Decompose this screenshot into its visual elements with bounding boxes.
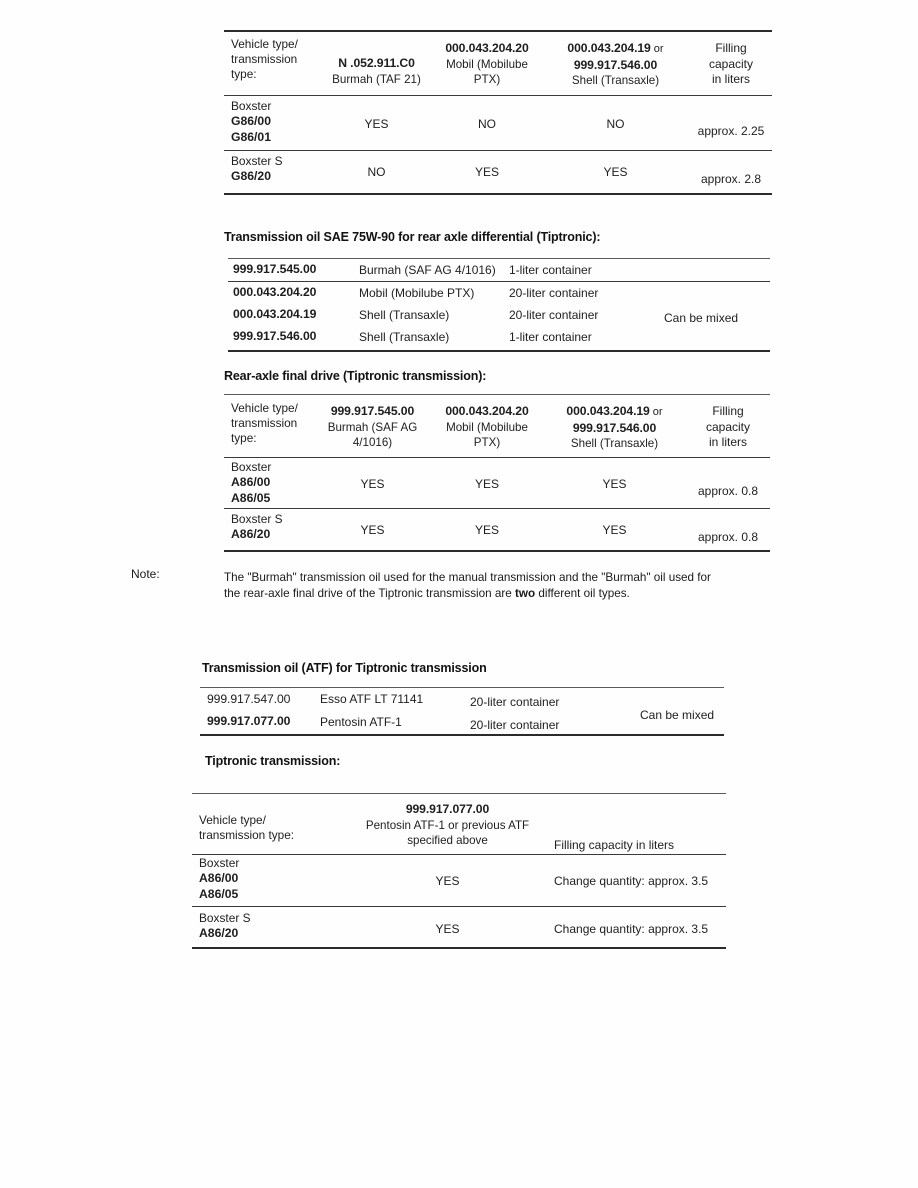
filling-capacity-value: approx. 2.8 [700,172,762,186]
can-be-mixed-note: Can be mixed [664,311,739,325]
brand-name: Pentosin ATF-1 [320,715,402,729]
or-separator: or [650,43,664,55]
header-line: type: [231,67,257,82]
table-rule-row [192,906,726,907]
table-rule-bottom [228,350,770,352]
header-line: transmission type: [199,828,295,843]
section-heading-tiptronic: Tiptronic transmission: [205,754,341,768]
part-number: 999.917.545.00 [330,404,415,418]
brand-name: Burmah (SAF AG [327,420,418,434]
header-line: Vehicle type/ [231,401,298,415]
brand-name-cont: PTX) [473,436,501,449]
table-rule-bottom [200,734,724,736]
part-number-row [547,404,682,421]
table-rule-bottom [224,550,770,552]
model-code: A86/20 [199,926,239,941]
part-number: 999.917.547.00 [207,692,291,706]
cell-value: YES [360,477,385,491]
part-number: 999.917.077.00 [405,802,490,816]
note-text [224,570,729,601]
header-line: in liters [711,72,750,86]
filling-capacity-value: Change quantity: approx. 3.5 [554,874,709,888]
model-code: G86/00 [231,114,271,129]
cell-value: YES [474,523,499,537]
can-be-mixed-note: Can be mixed [640,708,715,722]
model-name: Boxster S [199,911,251,925]
model-name: Boxster [231,460,272,474]
note-emphasis: two [515,586,536,600]
cell-value: YES [435,922,460,936]
table-rule-top [228,258,770,259]
model-code: G86/20 [231,169,271,184]
header-line: capacity [708,56,754,71]
brand-name: Burmah (TAF 21) [332,72,421,86]
note-line-2-post: different oil types. [535,586,630,600]
cell-value: YES [360,523,385,537]
container-size: 20-liter container [509,308,599,322]
table-rule-top [192,793,726,794]
table-header-pentosin [330,802,565,849]
table-rule-row [224,508,770,509]
header-line: capacity [705,419,751,434]
note-line-1: The "Burmah" transmission oil used for the manual transmission and the "Burmah" oil used for the [224,571,711,600]
vehicle-model-cell [199,911,329,942]
model-code: A86/20 [231,527,271,542]
header-line: Vehicle type/ [231,37,298,51]
table-rule-header [224,457,770,458]
table-rule-bottom [224,193,772,195]
cell-value: NO [367,165,386,179]
section-heading-rear-axle-oil: Transmission oil SAE 75W-90 for rear axle differential (Tiptronic): [224,230,601,244]
brand-name: Shell (Transaxle) [359,330,450,344]
filling-capacity-value: approx. 2.25 [697,124,765,138]
brand-name: Shell (Transaxle) [359,308,450,322]
table-rule-top [224,394,770,395]
container-size: 20-liter container [509,286,599,300]
brand-name: Burmah (SAF AG 4/1016) [359,263,496,277]
section-heading-final-drive: Rear-axle final drive (Tiptronic transmission): [224,369,487,383]
header-line: Vehicle type/ [199,813,266,827]
model-code: A86/00 [231,475,271,490]
part-number: 999.917.545.00 [233,262,317,276]
table-header-filling-capacity: Filling capacity in liters [554,838,675,852]
container-size: 20-liter container [470,718,560,732]
part-number-alt: 999.917.546.00 [572,420,657,435]
table-rule-header [224,95,772,96]
table-rule-top [200,687,724,688]
filling-capacity-value: Change quantity: approx. 3.5 [554,922,709,936]
model-code: A86/05 [199,886,239,901]
vehicle-model-cell [199,856,329,902]
filling-capacity-value: approx. 0.8 [697,484,759,498]
part-number: 999.917.077.00 [207,714,291,728]
cell-value: YES [603,165,628,179]
cell-value: NO [606,117,625,131]
table-header-burmah [315,404,430,451]
brand-name-cont: 4/1016) [352,436,393,449]
header-line: Filling [715,41,747,55]
table-rule-bottom [192,947,726,949]
or-separator: or [649,406,663,418]
part-number: 000.043.204.19 [567,41,651,55]
model-name: Boxster [231,99,272,113]
part-number: 000.043.204.20 [445,404,529,418]
header-line: transmission [231,416,298,431]
brand-name-cont: specified above [407,834,488,847]
part-number: 000.043.204.20 [445,41,529,55]
table-header-mobil [432,41,542,88]
model-code: G86/01 [231,129,271,144]
container-size: 1-liter container [509,330,592,344]
table-header-burmah [319,56,434,87]
table-rule-row [228,281,770,282]
brand-name: Mobil (Mobilube [446,57,528,71]
part-number: 999.917.546.00 [233,329,317,343]
cell-value: YES [474,165,499,179]
table-header-filling-capacity [688,41,774,88]
header-line: in liters [708,435,747,449]
cell-value: YES [602,523,627,537]
model-code: A86/05 [231,490,271,505]
header-line: Filling [712,404,744,418]
brand-name: Shell (Transaxle) [570,437,659,450]
container-size: 20-liter container [470,695,560,709]
brand-name: Pentosin ATF-1 or previous ATF [365,818,530,832]
table-rule-top [224,30,772,32]
container-size: 1-liter container [509,263,592,277]
table-rule-row [224,150,772,151]
brand-name: Shell (Transaxle) [571,74,660,87]
part-number: N .052.911.C0 [338,56,415,70]
part-number: 000.043.204.19 [233,307,317,321]
section-heading-atf-oil: Transmission oil (ATF) for Tiptronic transmission [202,661,487,675]
part-number: 000.043.204.19 [566,404,650,418]
part-number-alt: 999.917.546.00 [573,57,658,72]
header-line: type: [231,431,257,446]
model-name: Boxster S [231,154,283,168]
brand-name: Mobil (Mobilube PTX) [359,286,475,300]
model-name: Boxster [199,856,240,870]
table-header-mobil [431,404,543,451]
brand-name: Esso ATF LT 71141 [320,692,424,706]
cell-value: YES [474,477,499,491]
cell-value: NO [478,117,496,131]
part-number-row [548,41,683,58]
table-header-vehicle-type [199,813,349,843]
note-label: Note: [131,567,160,581]
cell-value: YES [602,477,627,491]
table-header-shell [547,404,682,452]
cell-value: YES [435,874,460,888]
note-line-2-pre: rear-axle final drive of the Tiptronic transmission are [243,586,516,600]
cell-value: YES [364,117,389,131]
brand-name-cont: PTX) [473,73,501,86]
model-name: Boxster S [231,512,283,526]
header-line: transmission [231,52,298,67]
table-header-filling-capacity [685,404,771,451]
part-number: 000.043.204.20 [233,285,317,299]
filling-capacity-value: approx. 0.8 [697,530,759,544]
table-header-shell [548,41,683,89]
brand-name: Mobil (Mobilube [446,420,528,434]
model-code: A86/00 [199,871,239,886]
